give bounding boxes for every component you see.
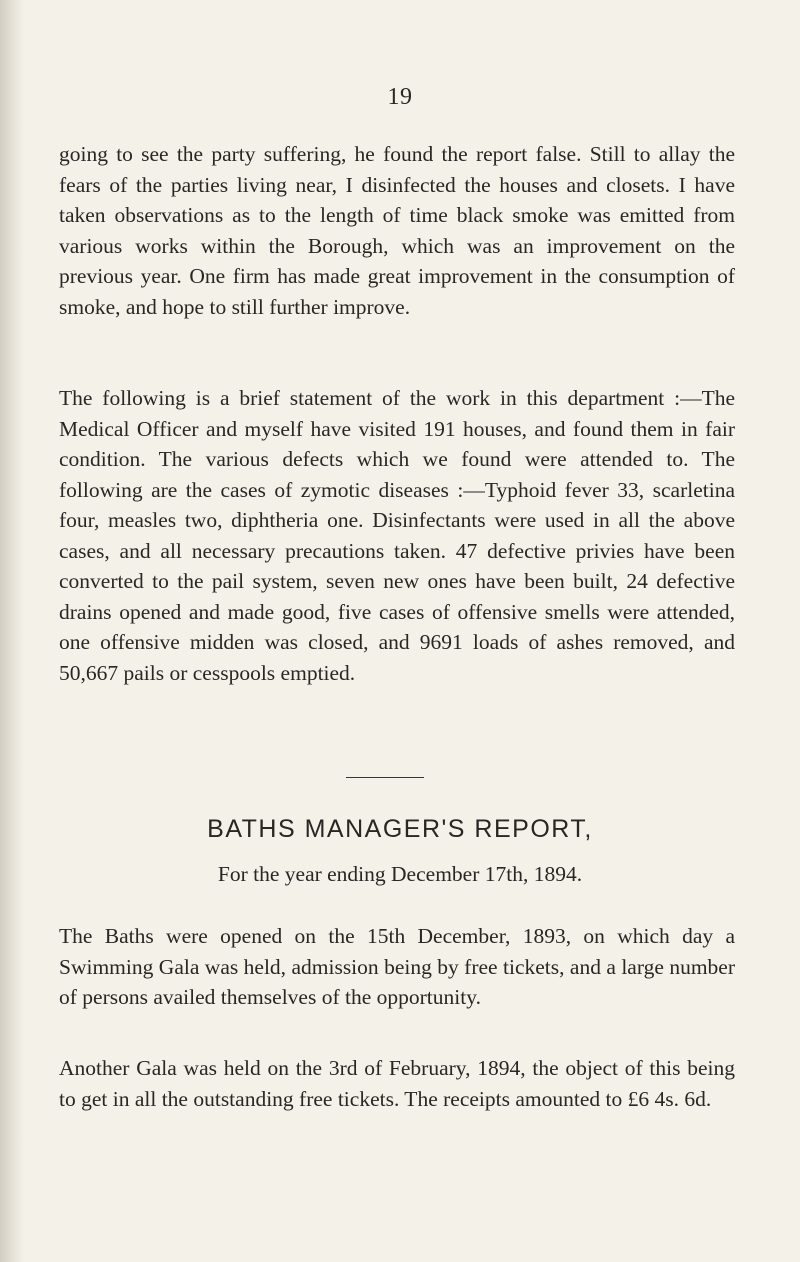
page-spine-shadow [0, 0, 24, 1262]
page-number: 19 [387, 84, 413, 110]
paragraph-text: going to see the party suffering, he found the report false. Still to allay the fears of the parties living near, I disinfected the houses and closets. I have taken observations as to the length of time black smoke was emitted from various works within the Borough, which was an improvement on the previous year. One firm has made great improvement in the consumption of smoke, and hope to still further improve. [59, 142, 735, 319]
paragraph-text: The Baths were opened on the 15th December, 1893, on which day a Swimming Gala was held, admission being by free tickets, and a large number of persons availed themselves of the opportunity. [59, 924, 735, 1009]
paragraph-department-statement [59, 383, 735, 688]
paragraph-text: The following is a brief statement of the work in this department :—The Medical Officer and myself have visited 191 houses, and found them in fair condition. The various defects which we found were attended to. The following are the cases of zymotic diseases :—Typhoid fever 33, scarletina four, measles two, diphtheria one. Disinfectants were used in all the above cases, and all necessary precautions taken. 47 defective privies have been converted to the pail system, seven new ones have been built, 24 defective drains opened and made good, five cases of offensive smells were attended, one offensive midden was closed, and 9691 loads of ashes removed, and 50,667 pails or cesspools emptied. [59, 386, 735, 685]
paragraph-text: Another Gala was held on the 3rd of February, 1894, the object of this being to get in all the outstanding free tickets. The receipts amounted to £6 4s. 6d. [59, 1056, 735, 1111]
section-subheading: For the year ending December 17th, 1894. [217, 862, 583, 886]
paragraph-gala-receipts [59, 1053, 735, 1114]
paragraph-smoke-observations [59, 139, 735, 322]
section-heading: BATHS MANAGER'S REPORT, [207, 815, 593, 843]
section-divider [346, 777, 424, 778]
paragraph-baths-opened [59, 921, 735, 1013]
